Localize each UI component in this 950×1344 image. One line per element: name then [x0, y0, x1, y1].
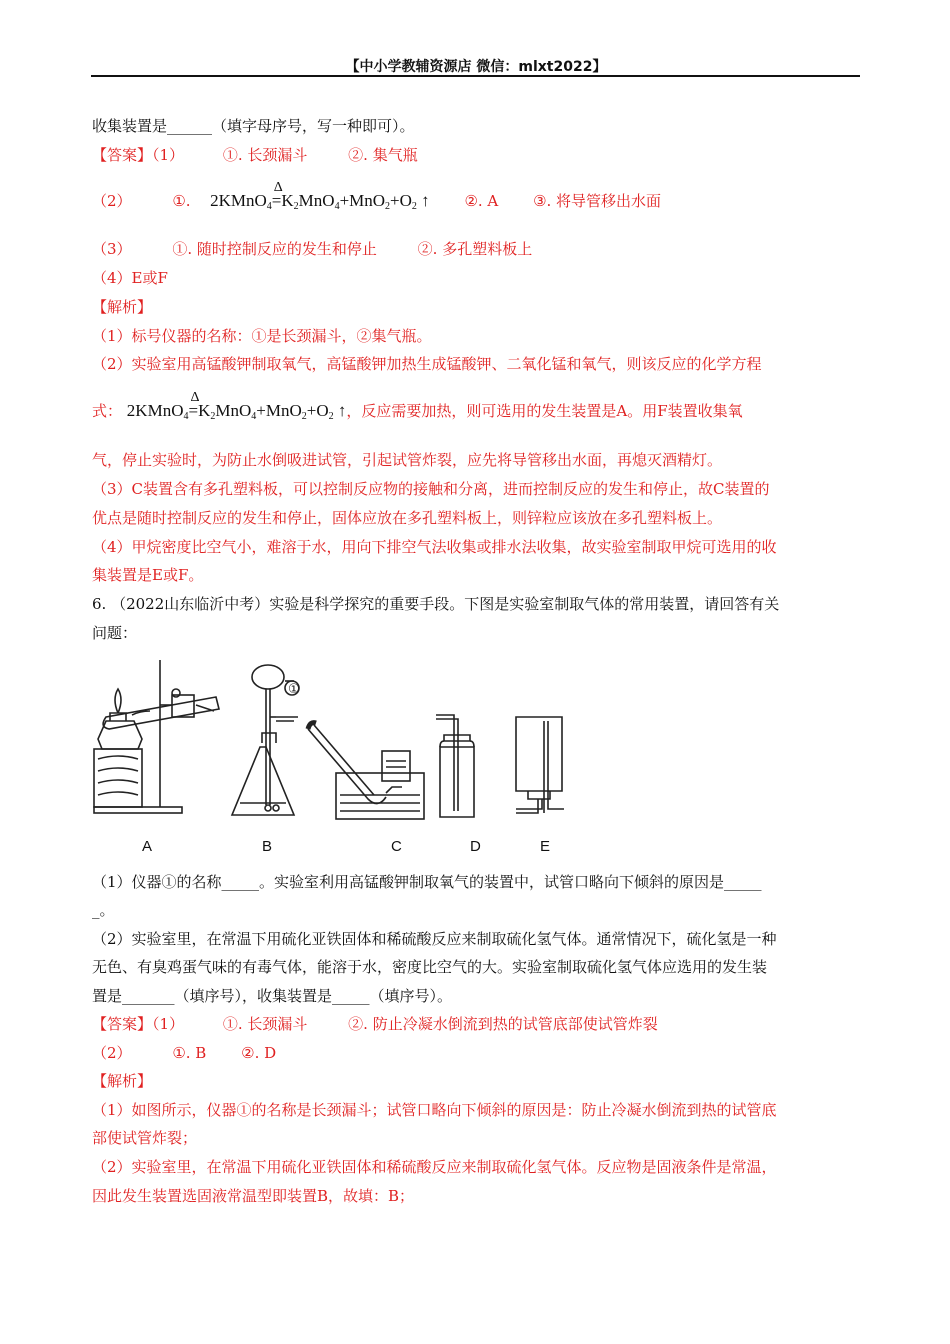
label-b: B: [262, 838, 273, 855]
answer-item: ②. 防止冷凝水倒流到热的试管底部使试管炸裂: [348, 1015, 658, 1033]
q5-answer-row-3: [92, 239, 532, 259]
apparatus-a: [94, 660, 219, 813]
answer-part-num: （1）: [152, 1015, 185, 1033]
q5-explain-2a: （2）实验室用高锰酸钾制取氧气，高锰酸钾加热生成锰酸钾、二氧化锰和氧气，则该反应的化学方程: [92, 355, 762, 373]
q5-analysis-tag: 【解析】: [92, 298, 153, 316]
delta-symbol: Δ =: [271, 180, 283, 210]
label-e: E: [540, 838, 551, 855]
page-header: 【中小学教辅资源店 微信：mlxt2022】: [345, 59, 607, 75]
q5-explain-2c: 气，停止实验时，为防止水倒吸进试管，引起试管炸裂，应先将导管移出水面，再熄灭酒精灯。: [92, 451, 723, 469]
answer-part-num: （1）: [152, 146, 185, 164]
answer-item: ①. 随时控制反应的发生和停止: [172, 240, 377, 258]
answer-part-num: （2）: [92, 192, 132, 210]
answer-item: ③. 将导管移出水面: [533, 192, 662, 210]
q6-answer-row-2: [92, 1043, 276, 1063]
answer-tag: 【答案】: [92, 146, 153, 164]
q5-answer-row-1: [92, 145, 418, 165]
figure-labels: [0, 838, 950, 858]
apparatus-e: [516, 717, 564, 813]
answer-item: ①. 长颈漏斗: [222, 146, 308, 164]
answer-part-num: （2）: [92, 1044, 132, 1062]
chemical-equation: 2KMnO$_4$ Δ $=K_2MnO_4+MnO_2+O_2$ ↑: [210, 180, 430, 212]
answer-item: ②. 多孔塑料板上: [417, 240, 533, 258]
q6-explain-1b: 部使试管炸裂；: [92, 1129, 198, 1147]
q6-analysis-tag: 【解析】: [92, 1072, 153, 1090]
q6-explain-2b: 因此发生装置选固液常温型即装置B，故填：B；: [92, 1187, 415, 1205]
answer-part-num: （3）: [92, 240, 132, 258]
q6-answer-row-1: [92, 1014, 658, 1034]
apparatus-c: [308, 723, 424, 819]
label-c: C: [391, 838, 402, 855]
q5-explain-2b: 式： 2KMnO$_4$ Δ $=K_2MnO_4+MnO_2+O_2$ ↑，反应需要加热，则可选用的发生装置是A。用F装置收集氧: [92, 390, 743, 422]
q6-question-2c: 置是_______（填序号），收集装置是_____（填序号）。: [92, 987, 453, 1005]
chemical-equation: 2KMnO$_4$ Δ $=K_2MnO_4+MnO_2+O_2$ ↑: [126, 390, 347, 422]
apparatus-figure: [92, 655, 592, 830]
q5-explain-4b: 集装置是E或F。: [92, 566, 204, 584]
label-d: D: [470, 838, 481, 855]
q6-stem-2: 问题：: [92, 624, 138, 642]
q6-question-2b: 无色、有臭鸡蛋气味的有毒气体，能溶于水，密度比空气的大。实验室制取硫化氢气体应选用的发生装: [92, 958, 768, 976]
answer-item: ②. 集气瓶: [348, 146, 418, 164]
q5-explain-1: （1）标号仪器的名称：①是长颈漏斗，②集气瓶。: [92, 327, 432, 345]
answer-item-label: ①.: [172, 192, 191, 210]
delta-symbol: Δ =: [188, 390, 200, 420]
answer-item: ②. A: [464, 192, 499, 210]
q5-explain-4a: （4）甲烷密度比空气小，难溶于水，用向下排空气法收集或排水法收集，故实验室制取甲烷可选用的收: [92, 538, 777, 556]
figure-callout: ①: [288, 682, 300, 697]
q6-explain-1a: （1）如图所示，仪器①的名称是长颈漏斗；试管口略向下倾斜的原因是：防止冷凝水倒流到热的试管底: [92, 1101, 777, 1119]
q6-stem-1: 6. （2022山东临沂中考）实验是科学探究的重要手段。下图是实验室制取气体的常用装置，请回答有关: [92, 595, 780, 613]
q6-question-2a: （2）实验室里，在常温下用硫化亚铁固体和稀硫酸反应来制取硫化氢气体。通常情况下，硫化氢是一种: [92, 930, 777, 948]
label-a: A: [142, 838, 153, 855]
answer-item: ①. B: [172, 1044, 207, 1062]
q5-explain-3b: 优点是随时控制反应的发生和停止，固体应放在多孔塑料板上，则锌粒应该放在多孔塑料板上。: [92, 509, 723, 527]
answer-tag: 【答案】: [92, 1015, 153, 1033]
q5-answer-row-4: （4）E或F: [92, 269, 168, 287]
q5-answer-row-2: [92, 180, 662, 217]
apparatus-d: [436, 715, 474, 817]
answer-item: ②. D: [241, 1044, 277, 1062]
q6-question-1a: （1）仪器①的名称_____。实验室利用高锰酸钾制取氧气的装置中，试管口略向下倾斜的原因是_____: [92, 873, 762, 891]
header-rule: [91, 75, 860, 77]
answer-item: ①. 长颈漏斗: [222, 1015, 308, 1033]
q5-collect-line: 收集装置是______（填字母序号，写一种即可）。: [92, 117, 415, 135]
q6-question-1b: _。: [92, 901, 115, 919]
q6-explain-2a: （2）实验室里，在常温下用硫化亚铁固体和稀硫酸反应来制取硫化氢气体。反应物是固液条件是常温，: [92, 1158, 777, 1176]
q5-explain-3a: （3）C装置含有多孔塑料板，可以控制反应物的接触和分离，进而控制反应的发生和停止，故C装置的: [92, 480, 770, 498]
